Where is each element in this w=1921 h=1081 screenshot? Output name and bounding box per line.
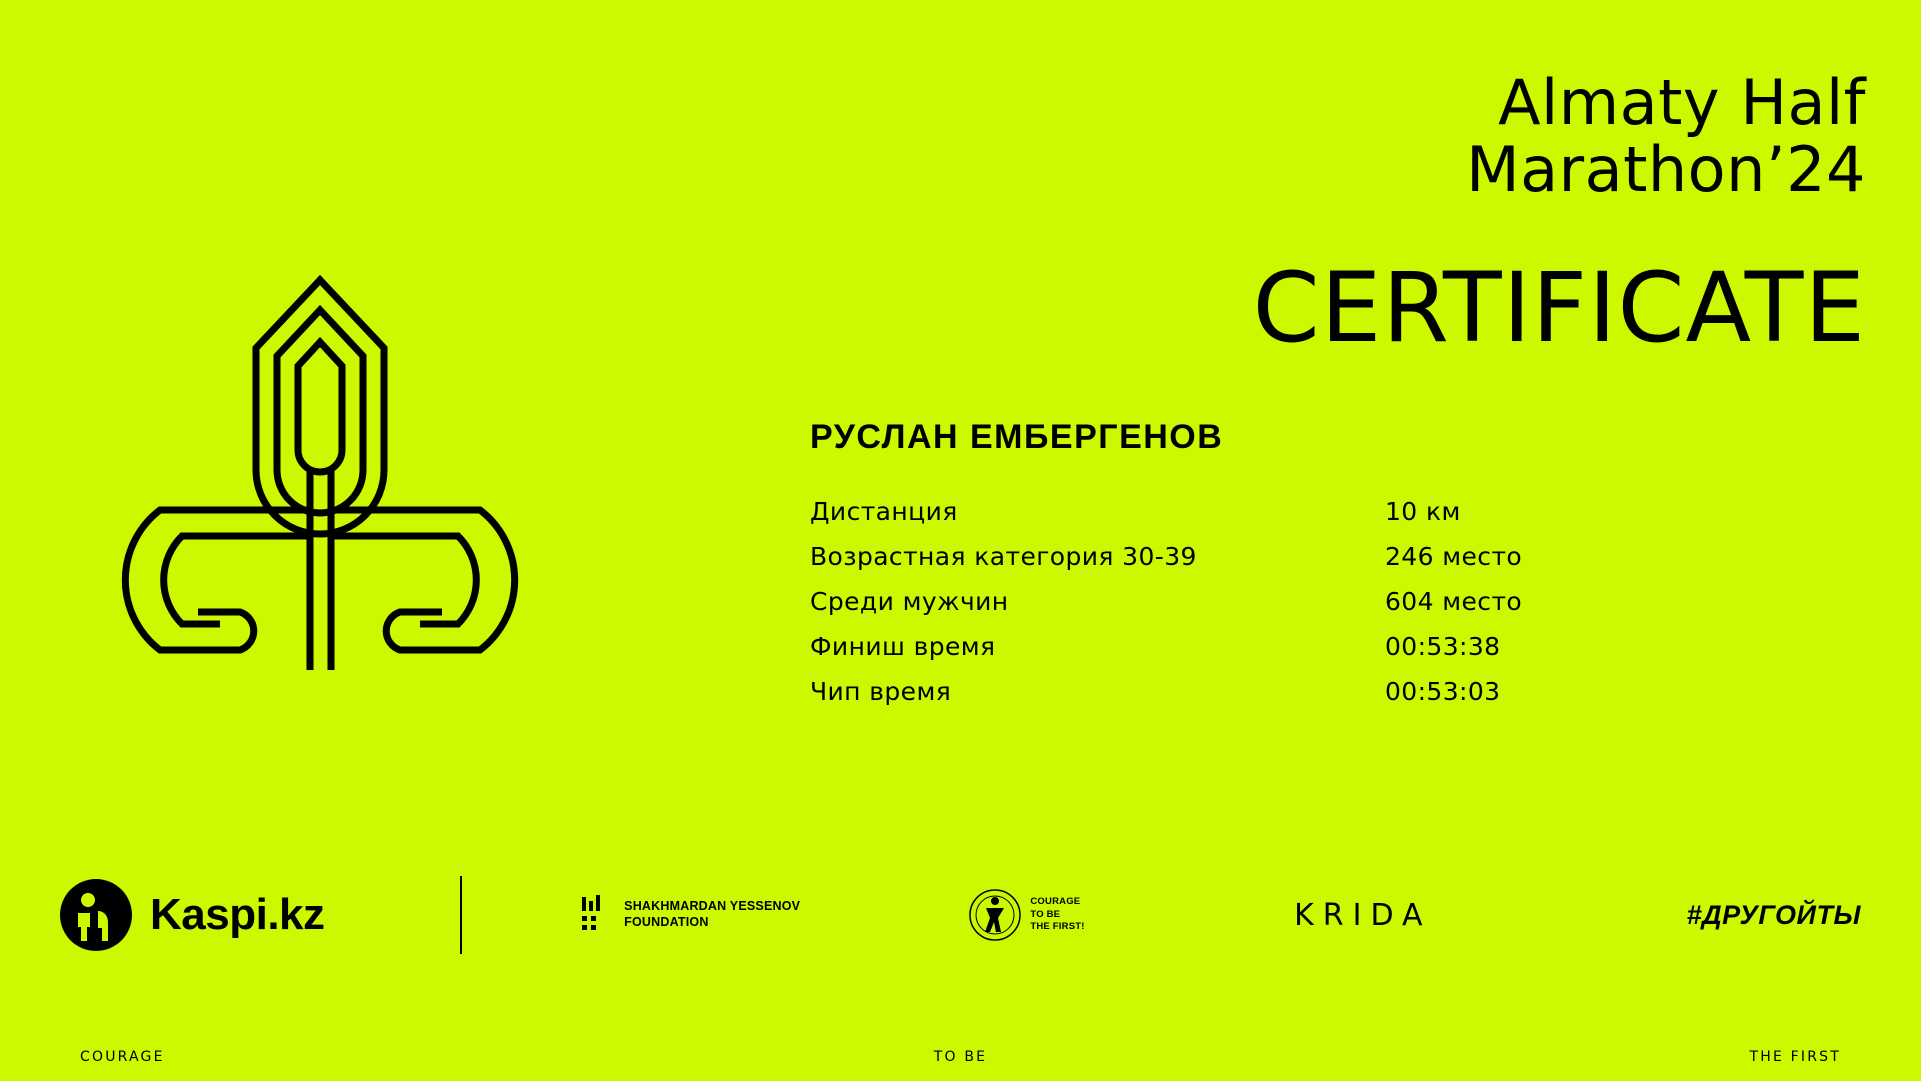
yessenov-line1: SHAKHMARDAN YESSENOV (624, 899, 801, 914)
result-value: 00:53:38 (1385, 631, 1501, 661)
footer-left: COURAGE (80, 1049, 165, 1065)
result-label: Среди мужчин (810, 586, 1009, 616)
certificate-text (640, 0, 1921, 845)
result-value: 246 место (1385, 541, 1523, 571)
result-label: Чип время (810, 676, 952, 706)
kaspi-mark-icon (60, 879, 132, 951)
results-table (640, 497, 1866, 706)
tulip-logo-icon (70, 150, 570, 690)
footer-middle: TO BE (933, 1049, 988, 1065)
event-title (640, 66, 1866, 206)
participant-name: РУСЛАН ЕМБЕРГЕНОВ (810, 417, 1224, 456)
corporate-fund-mark-icon (968, 888, 1022, 942)
footer-right: THE FIRST (1749, 1049, 1841, 1065)
footer-spacer (0, 985, 1921, 1027)
table-row (810, 632, 1866, 661)
result-label: Финиш время (810, 631, 996, 661)
kaspi-label: Kaspi.kz (150, 890, 325, 939)
event-title-line2: Marathon’24 (1466, 132, 1866, 206)
result-label: Возрастная категория 30-39 (810, 541, 1197, 571)
corporate-line3: THE FIRST! (1030, 921, 1085, 933)
sponsor-drugoity-label: #ДРУГОЙТЫ (1686, 899, 1861, 930)
corporate-line2: TO BE (1030, 908, 1061, 920)
result-value: 00:53:03 (1385, 676, 1501, 706)
sponsor-divider (460, 876, 462, 954)
tulip-logo (0, 0, 640, 845)
result-value: 604 место (1385, 586, 1523, 616)
event-title-line1: Almaty Half (1498, 66, 1866, 139)
sponsor-krida (1195, 898, 1531, 933)
result-label: Дистанция (810, 496, 958, 526)
table-row (810, 542, 1866, 571)
sponsor-bar (0, 845, 1921, 985)
yessenov-line2: FOUNDATION (624, 915, 709, 929)
yessenov-mark-icon (580, 895, 614, 935)
sponsor-yessenov (522, 895, 858, 935)
sponsor-corporate-fund (858, 888, 1194, 942)
kaspi-logo (60, 879, 460, 951)
certificate-heading: CERTIFICATE (1252, 251, 1866, 364)
table-row (810, 587, 1866, 616)
table-row (810, 497, 1866, 526)
krida-label: KRIDA (1294, 897, 1432, 933)
table-row (810, 677, 1866, 706)
corporate-line1: COURAGE (1030, 896, 1081, 908)
result-value: 10 км (1385, 496, 1461, 526)
footer-slogan (0, 1027, 1921, 1081)
